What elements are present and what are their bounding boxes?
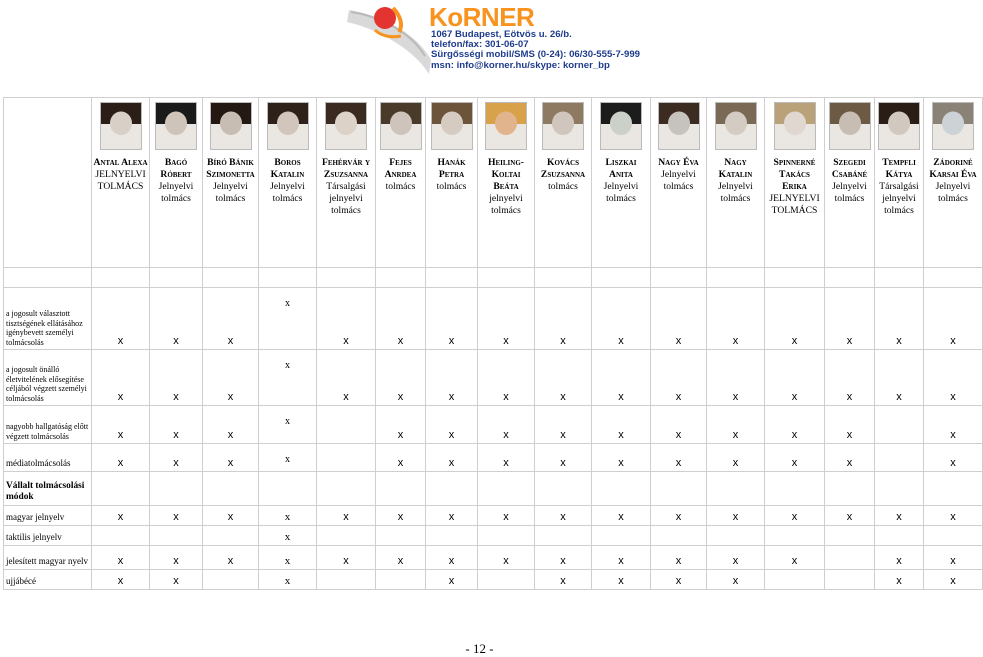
person-name-block (825, 157, 874, 205)
mark-cell: x (535, 406, 592, 444)
mark-cell: x (426, 570, 478, 590)
mark-cell: x (651, 406, 707, 444)
mark-cell (478, 570, 535, 590)
mark-cell: x (875, 570, 924, 590)
mark-cell: x (707, 546, 765, 570)
mark-cell: x (765, 506, 825, 526)
mark-cell: x (376, 406, 426, 444)
mark-cell (92, 526, 150, 546)
person-name: Zádoriné Karsai Éva (929, 157, 977, 180)
mark-cell: x (924, 444, 983, 472)
mark-cell: x (651, 570, 707, 590)
spacer-cell (765, 268, 825, 288)
mark-cell (765, 472, 825, 506)
mark-cell (317, 526, 376, 546)
person-title: Társalgási jelnyelvi tolmács (326, 181, 366, 216)
mark-cell: x (92, 506, 150, 526)
mark-cell: x (592, 444, 651, 472)
mark-cell: x (426, 350, 478, 406)
mark-cell: x (150, 570, 203, 590)
mark-cell: x (592, 546, 651, 570)
person-photo (380, 102, 422, 150)
korner-logo (345, 0, 641, 78)
person-title: Jelnyelvi tolmács (603, 181, 639, 204)
corner-cell (4, 98, 92, 268)
mark-cell: x (92, 288, 150, 350)
mark-cell: x (592, 350, 651, 406)
mark-cell (150, 526, 203, 546)
mark-cell: x (259, 570, 317, 590)
person-title: JELNYELVI TOLMÁCS (769, 193, 820, 216)
person-title: jelnyelvi tolmács (489, 193, 523, 216)
spacer-cell (92, 268, 150, 288)
criteria-row (4, 526, 983, 546)
person-name-block (92, 157, 149, 193)
person-name-block (535, 157, 591, 193)
mark-cell: x (426, 288, 478, 350)
person-name: Nagy Éva (658, 157, 699, 168)
mark-cell: x (376, 288, 426, 350)
spacer-cell (4, 268, 92, 288)
person-name: Bagó Róbert (160, 157, 192, 180)
person-name: Boros Katalin (270, 157, 305, 180)
mark-cell: x (924, 546, 983, 570)
person-photo (542, 102, 584, 150)
person-title: JELNYELVI TOLMÁCS (95, 169, 146, 192)
person-header (875, 98, 924, 268)
logo-brand-text: KoRNER (429, 2, 535, 32)
mark-cell: x (92, 570, 150, 590)
spacer-cell (875, 268, 924, 288)
mark-cell: x (426, 444, 478, 472)
person-photo (325, 102, 367, 150)
contact-phone: telefon/fax: 301-06-07 (431, 39, 529, 51)
person-name-block (203, 157, 258, 205)
mark-cell: x (707, 288, 765, 350)
person-header (426, 98, 478, 268)
mark-cell: x (707, 406, 765, 444)
person-title: Jelnyelvi tolmács (718, 181, 753, 204)
mark-cell: x (651, 350, 707, 406)
person-name-block (765, 157, 824, 217)
person-header (707, 98, 765, 268)
person-name: Heiling-Koltai Beáta (488, 157, 524, 192)
row-label: médiatolmácsolás (4, 444, 92, 472)
mark-cell (317, 444, 376, 472)
person-header (150, 98, 203, 268)
logo-emblem-icon (345, 0, 435, 78)
person-header (478, 98, 535, 268)
mark-cell (924, 526, 983, 546)
mark-cell: x (924, 506, 983, 526)
person-name-block (707, 157, 764, 205)
person-name: Tempfli Kátya (882, 157, 916, 180)
person-photo (774, 102, 816, 150)
mark-cell (426, 472, 478, 506)
person-photo (878, 102, 920, 150)
header-row (4, 98, 983, 268)
mark-cell: x (259, 506, 317, 526)
person-title: Jelnyelvi tolmács (935, 181, 971, 204)
mark-cell: x (707, 570, 765, 590)
person-name: Szegedi Csabáné (831, 157, 868, 180)
criteria-row (4, 406, 983, 444)
mark-cell: x (478, 444, 535, 472)
mark-cell: x (150, 546, 203, 570)
row-label: magyar jelnyelv (4, 506, 92, 526)
mark-cell (765, 570, 825, 590)
mark-cell: x (478, 406, 535, 444)
mark-cell: x (259, 406, 317, 444)
mark-cell: x (875, 506, 924, 526)
mark-cell: x (707, 444, 765, 472)
person-name-block (259, 157, 316, 205)
mark-cell: x (203, 350, 259, 406)
mark-cell: x (875, 546, 924, 570)
mark-cell: x (651, 546, 707, 570)
person-photo (932, 102, 974, 150)
person-title: Jelnyelvi tolmács (213, 181, 248, 204)
mark-cell (535, 526, 592, 546)
mark-cell: x (875, 350, 924, 406)
mark-cell: x (765, 350, 825, 406)
spacer-cell (478, 268, 535, 288)
mark-cell: x (478, 350, 535, 406)
mark-cell (426, 526, 478, 546)
interpreter-table (3, 97, 983, 590)
page-number: - 12 - (465, 641, 494, 656)
spacer-cell (924, 268, 983, 288)
mark-cell: x (478, 546, 535, 570)
person-photo (485, 102, 527, 150)
mark-cell: x (203, 444, 259, 472)
mark-cell: x (924, 288, 983, 350)
person-header (203, 98, 259, 268)
mark-cell: x (478, 288, 535, 350)
mark-cell (376, 472, 426, 506)
criteria-row (4, 570, 983, 590)
spacer-cell (426, 268, 478, 288)
mark-cell: x (150, 288, 203, 350)
mark-cell (592, 472, 651, 506)
mark-cell (651, 472, 707, 506)
mark-cell (765, 526, 825, 546)
person-photo (829, 102, 871, 150)
mark-cell: x (765, 406, 825, 444)
spacer-cell (707, 268, 765, 288)
mark-cell (203, 472, 259, 506)
mark-cell (376, 526, 426, 546)
mark-cell: x (259, 526, 317, 546)
person-name: Hanák Petra (437, 157, 466, 180)
criteria-row (4, 350, 983, 406)
person-photo (210, 102, 252, 150)
mark-cell: x (924, 350, 983, 406)
mark-cell: x (92, 546, 150, 570)
mark-cell: x (765, 288, 825, 350)
person-name: Spinnerné Takács Erika (773, 157, 816, 192)
spacer-cell (651, 268, 707, 288)
spacer-cell (317, 268, 376, 288)
mark-cell: x (825, 350, 875, 406)
mark-cell (203, 526, 259, 546)
mark-cell: x (651, 288, 707, 350)
mark-cell: x (707, 350, 765, 406)
person-header (651, 98, 707, 268)
person-name-block (376, 157, 425, 193)
mark-cell (317, 406, 376, 444)
person-name: Fehérvár y Zsuzsanna (321, 157, 371, 180)
person-title: Jelnyelvi tolmács (661, 169, 696, 192)
mark-cell: x (825, 506, 875, 526)
mark-cell (875, 472, 924, 506)
spacer-cell (150, 268, 203, 288)
mark-cell (317, 570, 376, 590)
mark-cell: x (592, 288, 651, 350)
spacer-cell (825, 268, 875, 288)
mark-cell: x (203, 546, 259, 570)
criteria-row (4, 472, 983, 506)
mark-cell: x (426, 406, 478, 444)
mark-cell: x (592, 406, 651, 444)
mark-cell: x (825, 444, 875, 472)
mark-cell: x (535, 506, 592, 526)
person-name: Nagy Katalin (718, 157, 753, 180)
mark-cell: x (259, 288, 317, 350)
mark-cell: x (203, 506, 259, 526)
person-header (765, 98, 825, 268)
mark-cell: x (924, 570, 983, 590)
person-title: tolmács (385, 181, 416, 192)
mark-cell: x (426, 546, 478, 570)
mark-cell: x (426, 506, 478, 526)
mark-cell (875, 406, 924, 444)
criteria-row (4, 546, 983, 570)
mark-cell (825, 570, 875, 590)
mark-cell: x (535, 350, 592, 406)
person-name: Fejes Anrdea (384, 157, 417, 180)
row-label: a jogosult önálló életvitelének elősegítése céljából végzett személyi tolmácsolás (4, 350, 92, 406)
mark-cell: x (875, 288, 924, 350)
mark-cell (150, 472, 203, 506)
spacer-cell (592, 268, 651, 288)
mark-cell: x (707, 506, 765, 526)
mark-cell (376, 570, 426, 590)
person-name-block (150, 157, 202, 205)
person-header (92, 98, 150, 268)
row-label: taktilis jelnyelv (4, 526, 92, 546)
person-name: Kovács Zsuzsanna (540, 157, 586, 180)
person-name: Antal Alexa (93, 157, 148, 168)
person-title: Jelnyelvi tolmács (270, 181, 305, 204)
mark-cell: x (765, 444, 825, 472)
mark-cell: x (317, 506, 376, 526)
mark-cell (707, 472, 765, 506)
mark-cell: x (924, 406, 983, 444)
spacer-cell (259, 268, 317, 288)
mark-cell: x (203, 288, 259, 350)
mark-cell (203, 570, 259, 590)
person-photo (155, 102, 197, 150)
spacer-cell (203, 268, 259, 288)
mark-cell: x (150, 406, 203, 444)
mark-cell (924, 472, 983, 506)
mark-cell (478, 472, 535, 506)
person-header (592, 98, 651, 268)
person-header (259, 98, 317, 268)
person-header (535, 98, 592, 268)
person-photo (267, 102, 309, 150)
mark-cell: x (259, 350, 317, 406)
mark-cell (825, 472, 875, 506)
person-photo (658, 102, 700, 150)
mark-cell: x (376, 350, 426, 406)
row-label: jelesített magyar nyelv (4, 546, 92, 570)
person-header (376, 98, 426, 268)
row-label: a jogosult választott tisztségének ellátásához igénybevett személyi tolmácsolás (4, 288, 92, 350)
person-title: tolmács (436, 181, 467, 192)
criteria-row (4, 288, 983, 350)
contact-info (431, 30, 640, 71)
person-name: Liszkai Anita (605, 157, 637, 180)
mark-cell: x (535, 570, 592, 590)
mark-cell (651, 526, 707, 546)
mark-cell (592, 526, 651, 546)
person-name-block (651, 157, 706, 193)
mark-cell: x (651, 506, 707, 526)
mark-cell: x (376, 546, 426, 570)
person-name-block (592, 157, 650, 205)
mark-cell (92, 472, 150, 506)
mark-cell: x (92, 350, 150, 406)
person-name-block (478, 157, 534, 217)
person-title: tolmács (548, 181, 578, 192)
mark-cell: x (765, 546, 825, 570)
contact-msn: msn: info@korner.hu/skype: korner_bp (431, 59, 610, 71)
person-title: Jelnyelvi tolmács (832, 181, 867, 204)
mark-cell: x (150, 350, 203, 406)
person-photo (600, 102, 642, 150)
person-title: Jelnyelvi tolmács (158, 181, 194, 204)
mark-cell (478, 526, 535, 546)
person-name-block (924, 157, 982, 205)
person-photo (431, 102, 473, 150)
contact-emergency: Sürgősségi mobil/SMS (0-24): 06/30-555-7-999 (431, 49, 641, 61)
mark-cell (317, 472, 376, 506)
mark-cell: x (150, 444, 203, 472)
spacer-cell (376, 268, 426, 288)
mark-cell: x (203, 406, 259, 444)
mark-cell: x (92, 406, 150, 444)
mark-cell (875, 526, 924, 546)
mark-cell: x (259, 546, 317, 570)
person-name-block (875, 157, 923, 217)
row-label: nagyobb hallgatóság előtt végzett tolmácsolás (4, 406, 92, 444)
mark-cell: x (259, 444, 317, 472)
mark-cell: x (478, 506, 535, 526)
person-photo (715, 102, 757, 150)
person-title: Társalgási jelnyelvi tolmács (879, 181, 919, 216)
mark-cell: x (535, 444, 592, 472)
mark-cell (707, 526, 765, 546)
mark-cell (875, 444, 924, 472)
mark-cell (535, 472, 592, 506)
spacer-row (4, 268, 983, 288)
person-header (924, 98, 983, 268)
mark-cell: x (376, 506, 426, 526)
mark-cell: x (825, 288, 875, 350)
mark-cell: x (376, 444, 426, 472)
criteria-row (4, 506, 983, 526)
mark-cell: x (535, 288, 592, 350)
mark-cell: x (592, 506, 651, 526)
criteria-row (4, 444, 983, 472)
mark-cell (825, 546, 875, 570)
mark-cell: x (92, 444, 150, 472)
person-photo (100, 102, 142, 150)
mark-cell (259, 472, 317, 506)
mark-cell: x (150, 506, 203, 526)
row-label: Vállalt tolmácsolási módok (4, 472, 92, 506)
spacer-cell (535, 268, 592, 288)
mark-cell: x (825, 406, 875, 444)
mark-cell: x (317, 350, 376, 406)
mark-cell (825, 526, 875, 546)
mark-cell: x (535, 546, 592, 570)
mark-cell: x (317, 288, 376, 350)
mark-cell: x (651, 444, 707, 472)
contact-address: 1067 Budapest, Eötvös u. 26/b. (431, 29, 572, 40)
person-name: Bíró Bánik Szimonetta (206, 157, 255, 180)
person-header (825, 98, 875, 268)
row-label: ujjábécé (4, 570, 92, 590)
mark-cell: x (317, 546, 376, 570)
person-name-block (317, 157, 375, 217)
mark-cell: x (592, 570, 651, 590)
person-header (317, 98, 376, 268)
person-name-block (426, 157, 477, 193)
